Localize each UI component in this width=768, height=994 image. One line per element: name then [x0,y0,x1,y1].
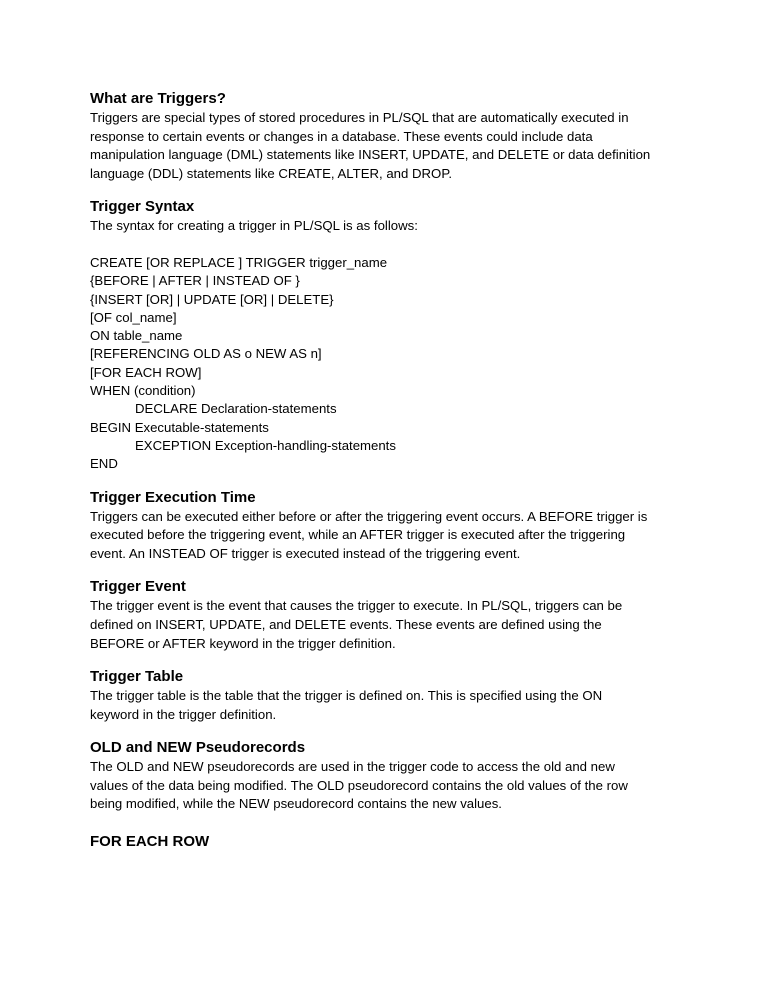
paragraph-line: language (DDL) statements like CREATE, ALTER, and DROP. [90,165,453,181]
paragraph-line: values of the data being modified. The OLD pseudorecord contains the old values of the row [90,777,628,793]
paragraph-line: The trigger table is the table that the trigger is defined on. This is specified using the ON [90,688,603,704]
section-heading: Trigger Syntax [90,198,195,216]
code-line: END [90,456,118,472]
code-line: CREATE [OR REPLACE ] TRIGGER trigger_name [90,254,388,270]
section-trigger-table [90,667,690,724]
section-heading: OLD and NEW Pseudorecords [90,739,306,757]
section-trigger-event [90,577,690,653]
code-line: ON table_name [90,328,183,344]
paragraph-line: defined on INSERT, UPDATE, and DELETE events. These events are defined using the [90,616,602,632]
section-old-new-pseudorecords [90,738,690,814]
section-for-each-row [90,832,690,852]
code-line: [FOR EACH ROW] [90,364,202,380]
code-line: BEGIN Executable-statements [90,419,269,435]
section-trigger-execution-time [90,488,690,564]
paragraph-line: being modified, while the NEW pseudorecord contains the new values. [90,796,502,812]
code-line: EXCEPTION Exception-handling-statements [135,437,396,453]
code-line: {BEFORE | AFTER | INSTEAD OF } [90,273,300,289]
paragraph-line: Triggers can be executed either before or after the triggering event occurs. A BEFORE trigger is [90,508,648,524]
paragraph-line: response to certain events or changes in a database. These events could include data [90,128,593,144]
paragraph-line: executed before the triggering event, while an AFTER trigger is executed after the triggering [90,527,626,543]
section-heading: Trigger Event [90,578,186,596]
section-trigger-syntax [90,197,690,473]
section-heading: Trigger Execution Time [90,488,256,506]
section-heading: Trigger Table [90,668,184,686]
paragraph-line: manipulation language (DML) statements like INSERT, UPDATE, and DELETE or data definition [90,147,651,163]
paragraph-line: Triggers are special types of stored procedures in PL/SQL that are automatically executed in [90,110,629,125]
syntax-code-block [90,254,690,474]
paragraph-line: The OLD and NEW pseudorecords are used in the trigger code to access the old and new [90,759,615,775]
code-line: WHEN (condition) [90,383,196,399]
paragraph-line: event. An INSTEAD OF trigger is executed instead of the triggering event. [90,545,521,561]
section-heading: What are Triggers? [90,90,226,107]
paragraph-line: keyword in the trigger definition. [90,706,277,722]
code-line: [OF col_name] [90,309,177,325]
paragraph-line: The syntax for creating a trigger in PL/SQL is as follows: [90,218,418,234]
code-line: {INSERT [OR] | UPDATE [OR] | DELETE} [90,291,334,307]
code-line: [REFERENCING OLD AS o NEW AS n] [90,346,322,362]
paragraph-line: The trigger event is the event that causes the trigger to execute. In PL/SQL, triggers can be [90,598,623,614]
document-page [90,89,690,852]
section-what-are-triggers [90,89,690,183]
section-heading: FOR EACH ROW [90,833,210,851]
code-line: DECLARE Declaration-statements [135,401,337,417]
paragraph-line: BEFORE or AFTER keyword in the trigger definition. [90,635,396,651]
